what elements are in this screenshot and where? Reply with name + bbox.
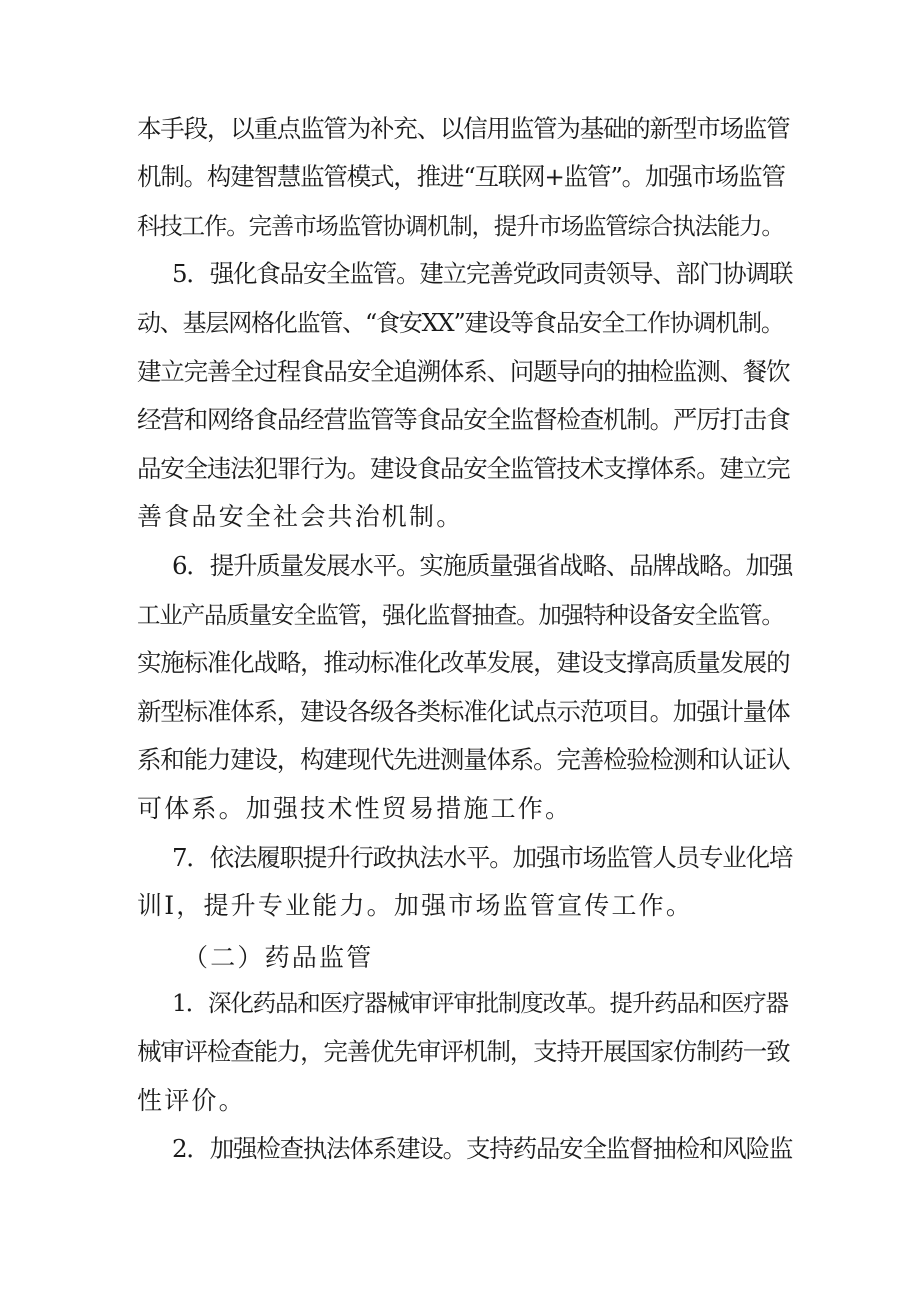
- text-line: 实施标准化战略，推动标准化改革发展，建设支撑高质量发展的: [137, 648, 790, 677]
- text-line: 性评价。: [137, 1086, 246, 1115]
- text-line: 建立完善全过程食品安全追溯体系、问题导向的抽检监测、餐饮: [137, 357, 790, 386]
- text-line: 科技工作。完善市场监管协调机制，提升市场监管综合执法能力。: [137, 212, 784, 240]
- text-line: 本手段，以重点监管为补充、以信用监管为基础的新型市场监管: [137, 114, 790, 143]
- text-line: 系和能力建设，构建现代先进测量体系。完善检验检测和认证认: [137, 745, 790, 774]
- paragraph-7-start: 7．依法履职提升行政执法水平。加强市场监管人员专业化培: [172, 843, 793, 872]
- text-line: 训I，提升专业能力。加强市场监管宣传工作。: [137, 891, 694, 920]
- text-line: 动、基层网格化监管、“食安XX”建设等食品安全工作协调机制。: [137, 309, 784, 337]
- text-line: 新型标准体系，建设各级各类标准化试点示范项目。加强计量体: [137, 697, 790, 726]
- paragraph-1-start: 1．深化药品和医疗器械审评审批制度改革。提升药品和医疗器: [172, 989, 788, 1017]
- paragraph-5-start: 5．强化食品安全监管。建立完善党政同责领导、部门协调联: [172, 259, 793, 288]
- text-line: 品安全违法犯罪行为。建设食品安全监管技术支撑体系。建立完: [137, 454, 790, 483]
- paragraph-6-start: 6．提升质量发展水平。实施质量强省战略、品牌战略。加强: [172, 551, 793, 580]
- paragraph-2-start: 2．加强检查执法体系建设。支持药品安全监督抽检和风险监: [172, 1134, 793, 1163]
- text-line: 机制。构建智慧监管模式，推进“互联网+监管”。加强市场监管: [137, 162, 785, 191]
- text-line: 经营和网络食品经营监管等食品安全监督检查机制。严厉打击食: [137, 405, 790, 434]
- text-line: 可体系。加强技术性贸易措施工作。: [137, 794, 573, 823]
- section-heading: （二）药品监管: [183, 943, 374, 972]
- text-line: 善食品安全社会共治机制。: [137, 502, 464, 531]
- text-line: 工业产品质量安全监管，强化监督抽查。加强特种设备安全监管。: [137, 601, 784, 629]
- text-line: 械审评检查能力，完善优先审评机制，支持开展国家仿制药一致: [137, 1037, 790, 1066]
